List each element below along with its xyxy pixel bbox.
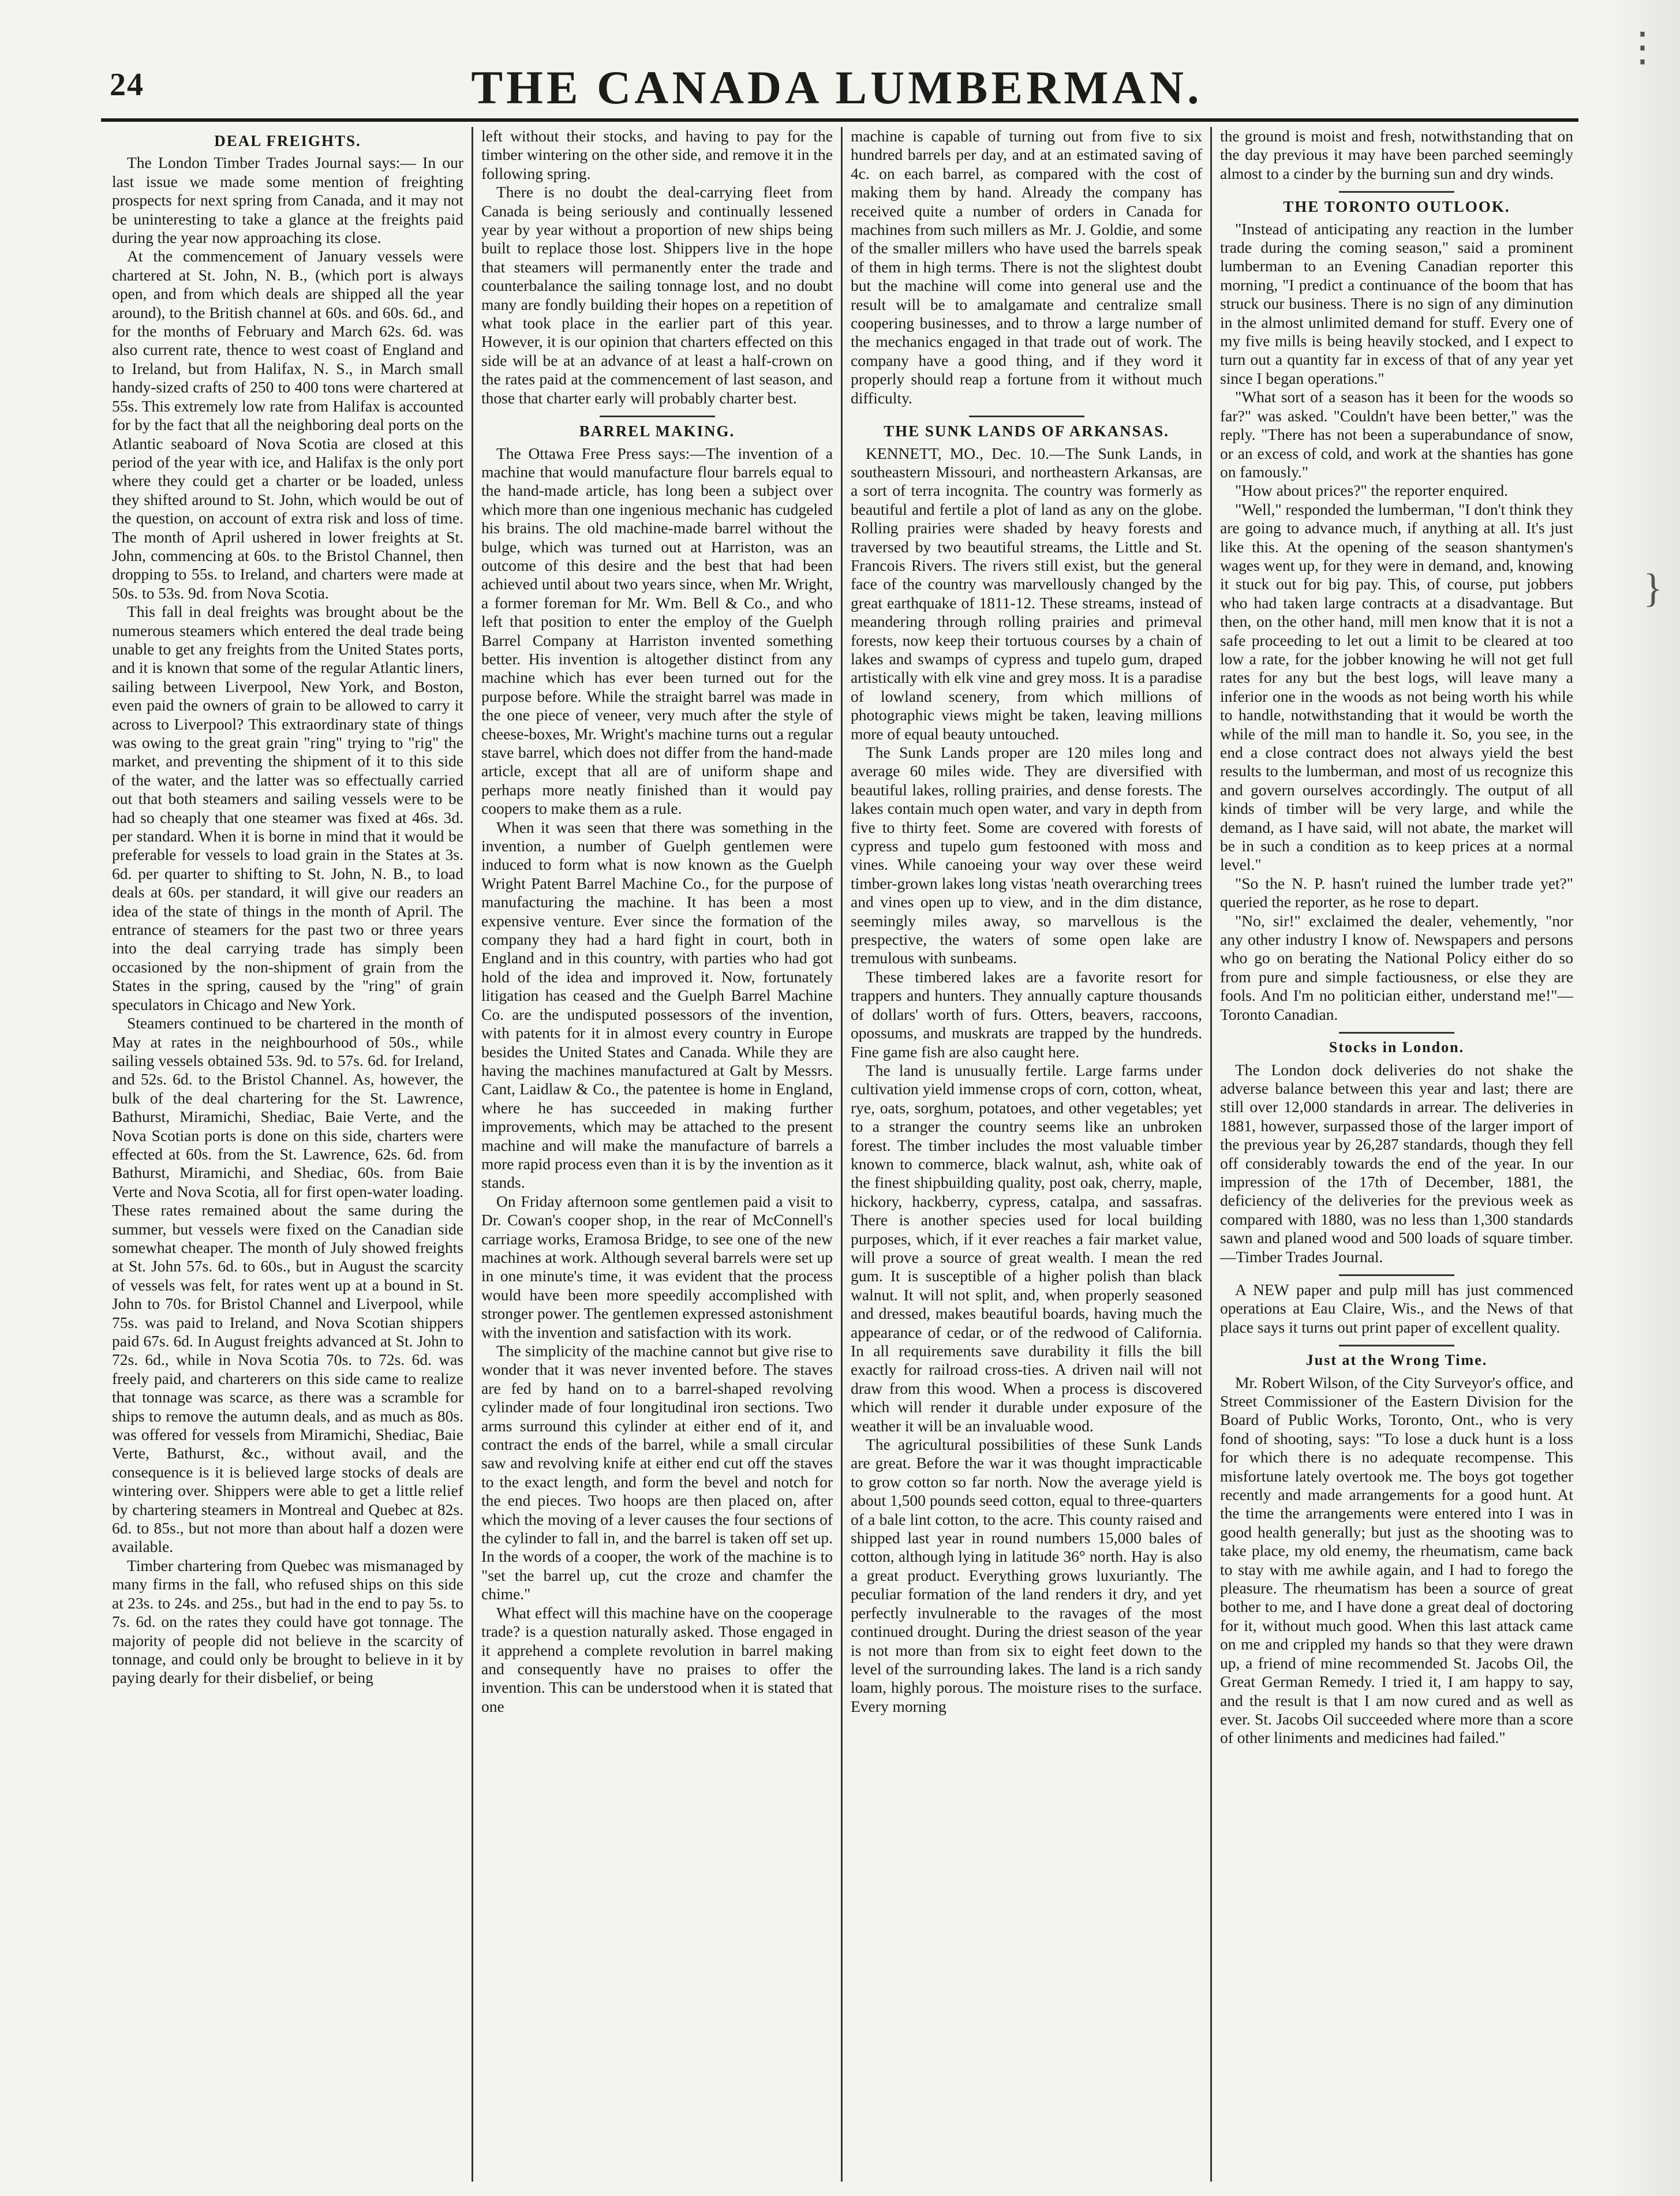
article-paragraph: the ground is moist and fresh, notwithstanding that on the day previous it may have been parched seemingly almost to a cinder by the burning sun and dry winds. (1220, 127, 1573, 182)
section-divider (1339, 191, 1454, 193)
section-divider (1339, 1032, 1454, 1034)
article-paragraph: These timbered lakes are a favorite resort for trappers and hunters. They annually capture thousands of dollars' worth of furs. Otters, beavers, raccoons, opossums, and muskrats are trapped by the hundreds. Fine game fish are also caught here. (851, 967, 1202, 1061)
article-headline: Stocks in London. (1329, 1039, 1465, 1056)
section-divider (600, 416, 715, 417)
article-paragraph: At the commencement of January vessels were chartered at St. John, N. B., (which port is always open, and from which deals are shipped all the year around), to the British channel at 60s. and 60s. 6d., and for the months of February and March 62s. 6d. was also current rate, thence to west coast of England and to Ireland, but from Halifax, N. S., in March small handy-sized crafts of 250 to 400 tons were chartered at 55s. This extremely low rate from Halifax is accounted for by the fact that all the neighboring deal ports on the Atlantic seaboard of Nova Scotia are closed at this period of the year with ice, and Halifax is the only port where they could get a charter or be loaded, unless they shifted around to St. John, which would be out of the question, on account of extra risk and loss of time. The month of April ushered in lower freights at St. John, commencing at 60s. to the Bristol Channel, then dropping to 55s. to Ireland, and charters were made at 50s. to 53s. 9d. from Nova Scotia. (112, 247, 463, 602)
article-paragraph: When it was seen that there was something in the invention, a number of Guelph gentlemen were induced to form what is now known as the Guelph Wright Patent Barrel Machine Co., for the purpose of manufacturing the machine. It has been a most expensive venture. Ever since the formation of the company they had a hard fight in court, both in England and in this country, with parties who had got hold of the idea and improved it. Now, fortunately litigation has ceased and the Guelph Barrel Machine Co. are the undisputed possessors of the invention, with patents for it in almost every country in Europe besides the United States and Canada. While they are having the machines manufactured at Galt by Messrs. Cant, Laidlaw & Co., the patentee is home in England, where he has succeeded in making further improvements, which may be attached to the present machine and will make the manufacture of barrels a more rapid process even than it is by the invention as it stands. (481, 818, 833, 1192)
section-divider (1339, 1345, 1454, 1346)
article-paragraph: On Friday afternoon some gentlemen paid a visit to Dr. Cowan's cooper shop, in the rear of McConnell's carriage works, Eramosa Bridge, to see one of the new machines at work. Although several barrels were set up in one minute's time, it was evident that the process would have been more speedily accomplished with stronger power. The gentlemen expressed astonishment with the invention and satisfaction with its work. (481, 1192, 833, 1341)
column-3 (843, 127, 1212, 2182)
article-headline: BARREL MAKING. (579, 422, 735, 440)
article-paragraph: What effect will this machine have on the cooperage trade? is a question naturally asked. Those engaged in it apprehend a complete revolution in barrel making and consequently have no praises to offer the invention. This can be understood when it is stated that one (481, 1603, 833, 1715)
article-columns (104, 127, 1581, 2182)
page-number: 24 (110, 67, 144, 103)
article-headline: DEAL FREIGHTS. (214, 132, 361, 149)
article-paragraph: KENNETT, MO., Dec. 10.—The Sunk Lands, in southeastern Missouri, and northeastern Arkansas, are a sort of terra incognita. The country was formerly as beautiful and fertile a plot of land as any on the globe. Rolling prairies were shaded by heavy forests and traversed by two beautiful streams, the Little and St. Francois Rivers. The rivers still exist, but the general face of the country was marvellously changed by the great earthquake of 1811-12. These streams, instead of meandering through rolling prairies and primeval forests, now keep their tortuous courses by a chain of lakes and swamps of cypress and tupelo gum, draped artistically with elk vine and grey moss. It is a paradise of lowland scenery, from which millions of photographic views might be taken, leaving millions more of equal beauty untouched. (851, 444, 1202, 743)
article-paragraph: This fall in deal freights was brought about be the numerous steamers which entered the deal trade being unable to get any freights from the United States ports, and it is known that some of the regular Atlantic liners, sailing between Liverpool, New York, and Boston, even paid the owners of grain to be allowed to carry it across to Liverpool? This extraordinary state of things was owing to the great grain "ring" trying to "rig" the market, and preventing the shipment of it to this side of the water, and the latter was so effectually carried out that both steamers and sailing vessels were to be had so cheaply that one steamer was fixed at 46s. 3d. per standard. When it is borne in mind that it would be preferable for vessels to load grain in the States at 3s. 6d. per quarter to shifting to St. John, N. B., to load deals at 60s. per standard, it will give our readers an idea of the state of things in the month of April. The entrance of steamers for the past two or three years into the deal carrying trade has simply been occasioned by the non-shipment of grain from the States in the spring, caused by the "ring" of grain speculators in Chicago and New York. (112, 603, 463, 1013)
article-paragraph: "No, sir!" exclaimed the dealer, vehemently, "nor any other industry I know of. Newspapers and persons who go on berating the National Policy either do so from pure and simple factiousness, or else they are fools. And I'm no politician either, understand me!"—Toronto Canadian. (1220, 911, 1573, 1023)
article-paragraph: The London dock deliveries do not shake the adverse balance between this year and last; there are still over 12,000 standards in arrear. The deliveries in 1881, however, surpassed those of the larger import of the previous year by 26,287 standards, though they fell off considerably towards the end of the year. In our impression of the 17th of December, 1881, the deficiency of the deliveries for the previous week as compared with 1880, was no less than 1,300 standards sawn and planed wood and 500 loads of square timber.—Timber Trades Journal. (1220, 1060, 1573, 1266)
column-1 (104, 127, 473, 2182)
masthead (87, 61, 1587, 118)
article-paragraph: A NEW paper and pulp mill has just commenced operations at Eau Claire, Wis., and the News of that place says it turns out print paper of excellent quality. (1220, 1280, 1573, 1336)
article-paragraph: "So the N. P. hasn't ruined the lumber trade yet?" queried the reporter, as he rose to depart. (1220, 874, 1573, 911)
article-paragraph: Timber chartering from Quebec was mismanaged by many firms in the fall, who refused ships on this side at 23s. to 24s. and 25s., but had in the end to pay 5s. to 7s. 6d. on the rates they could have got tonnage. The majority of people did not believe in the scarcity of tonnage, and could only be brought to believe in it by paying dearly for their disbelief, or being (112, 1556, 463, 1687)
article-headline: THE TORONTO OUTLOOK. (1283, 198, 1510, 216)
article-paragraph: "What sort of a season has it been for the woods so far?" was asked. "Couldn't have been better," was the reply. "There has not been a superabundance of snow, or an excess of cold, and work at the shanties has gone on famously." (1220, 388, 1573, 481)
article-paragraph: There is no doubt the deal-carrying fleet from Canada is being seriously and continually lessened year by year without a proportion of new ships being built to replace those lost. Shippers live in the hope that steamers will permanently enter the trade and counterbalance the sailing tonnage lost, and no doubt many are fondly building their hopes on a repetition of what took place in the earlier part of this year. However, it is our opinion that charters effected on this side will be at an advance of at least a half-crown on the rates paid at the commencement of last season, and those that charter early will probably charter best. (481, 183, 833, 407)
article-paragraph: "Instead of anticipating any reaction in the lumber trade during the coming season," said a prominent lumberman to an Evening Canadian reporter this morning, "I predict a continuance of the boom that has struck our business. There is no sign of any diminution in the almost unlimited demand for stuff. Every one of my five mills is being heavily stocked, and I expect to turn out a quantity far in excess of that of any year yet since I began operations." (1220, 219, 1573, 387)
masthead-rule (101, 118, 1578, 122)
article-paragraph: The agricultural possibilities of these Sunk Lands are great. Before the war it was thought impracticable to grow cotton so far north. Now the average yield is about 1,500 pounds seed cotton, equal to three-quarters of a bale lint cotton, to the acre. This county raised and shipped last year in round numbers 15,000 bales of cotton, although lying in latitude 36° north. Hay is also a great product. Everything grows luxuriantly. The peculiar formation of the land renders it dry, and yet perfectly invulnerable to the ravages of the most continued drought. During the driest season of the year is not more than from six to eight feet down to the level of the surrounding lakes. The land is a rich sandy loam, highly porous. The moisture rises to the surface. Every morning (851, 1435, 1202, 1715)
scan-artifact-icon: } (1643, 566, 1663, 611)
scan-edge (1611, 0, 1680, 2196)
article-paragraph: left without their stocks, and having to pay for the timber wintering on the other side, and remove it in the following spring. (481, 127, 833, 182)
article-headline: Just at the Wrong Time. (1305, 1352, 1488, 1369)
article-paragraph: The Ottawa Free Press says:—The invention of a machine that would manufacture flour barrels equal to the hand-made article, has long been a subject over which more than one ingenious mechanic has cudgeled his brains. The old machine-made barrel without the bulge, which was turned out at Harriston, was an outcome of this desire and the best that had been achieved until about two years since, when Mr. Wright, a former foreman for Mr. Wm. Bell & Co., and who left that position to enter the employ of the Guelph Barrel Company at Harriston invented something better. His invention is altogether distinct from any machine which has ever been turned out for the purpose before. While the straight barrel was made in the one piece of veneer, very much after the style of cheese-boxes, Mr. Wright's machine turns out a regular stave barrel, which does not differ from the hand-made article, except that all are of uniform shape and perhaps more neatly finished than it would pay coopers to make them as a rule. (481, 444, 833, 818)
article-paragraph: The London Timber Trades Journal says:— In our last issue we made some mention of freighting prospects for next spring from Canada, and it may not be uninteresting to take a glance at the freights paid during the year now approaching its close. (112, 154, 463, 247)
article-paragraph: machine is capable of turning out from five to six hundred barrels per day, and at an estimated saving of 4c. on each barrel, as compared with the cost of making them by hand. Already the company has received quite a number of orders in Canada for machines from such millers as Mr. J. Goldie, and some of the smaller millers who have used the barrels speak of them in high terms. There is not the slightest doubt but the machine will come into general use and the result will be to amalgamate and centralize small coopering businesses, and to throw a large number of the mechanics engaged in that trade out of work. The company have a good thing, and if they word it properly should reap a fortune from it without much difficulty. (851, 127, 1202, 407)
article-paragraph: "How about prices?" the reporter enquired. (1235, 481, 1508, 500)
newspaper-title: THE CANADA LUMBERMAN. (471, 61, 1203, 114)
article-paragraph: Mr. Robert Wilson, of the City Surveyor's office, and Street Commissioner of the Eastern Division for the Board of Public Works, Toronto, Ont., who is very fond of shooting, says: "To lose a duck hunt is a loss for which there is no adequate recompense. This misfortune lately overtook me. The boys got together recently and made arrangements for a good hunt. At the time the arrangements were entered into I was in good health generally; but just as the shooting was to take place, my old enemy, the rheumatism, came back to stay with me awhile again, and I had to forego the pleasure. The rheumatism has been a source of great bother to me, and I have done a great deal of doctoring for it, without much good. When this last attack came on me and crippled my hands so that they were drawn up, a friend of mine recommended St. Jacobs Oil, the Great German Remedy. I tried it, I am happy to say, and the result is that I am now cured and as well as ever. St. Jacobs Oil succeeded where more than a score of other liniments and medicines had failed." (1220, 1373, 1573, 1747)
article-paragraph: The simplicity of the machine cannot but give rise to wonder that it was never invented before. The staves are fed by hand on to a barrel-shaped revolving cylinder made of four longitudinal iron sections. Two arms surround this cylinder at either end of it, and contract the ends of the barrel, while a small circular saw and revolving knife at either end cut off the staves to the exact length, and form the bevel and notch for the end pieces. Two hoops are then placed on, after which the moving of a lever causes the four sections of the cylinder to fall in, and the barrel is taken off set up. In the words of a cooper, the work of the machine is to "set the barrel up, cut the croze and chamfer the chime." (481, 1342, 833, 1603)
article-paragraph: Steamers continued to be chartered in the month of May at rates in the neighbourhood of 50s., while sailing vessels obtained 53s. 9d. to 57s. 6d. for Ireland, and 52s. 6d. to the Bristol Channel. As, however, the bulk of the deal chartering for the St. Lawrence, Bathurst, Miramichi, Shediac, Baie Verte, and the Nova Scotian ports is done on this side, charters were effected at 60s. from the St. Lawrence, 62s. 6d. from Bathurst, Miramichi, and Shediac, 60s. from Baie Verte and Nova Scotia, all for first open-water loading. These rates remained about the same during the summer, but vessels were fixed on the Canadian side somewhat cheaper. The month of July showed freights at St. John 57s. 6d. to 60s., but in August the scarcity of vessels was felt, for rates went up at a bound in St. John to 70s. for Bristol Channel and Liverpool, while 75s. was paid to Ireland, and Nova Scotian shippers paid 67s. 6d. In August freights advanced at St. John to 72s. 6d., while in Nova Scotia 70s. to 72s. 6d. was freely paid, and charterers on this side came to realize that tonnage was scarce, as there was a scramble for ships to remove the autumn deals, and as much as 80s. was offered for vessels from Miramichi, Shediac, Baie Verte, Bathurst, &c., without avail, and the consequence is it is believed large stocks of deals are wintering over. Shippers were able to get a little relief by chartering steamers in Montreal and Quebec at 82s. 6d. to 85s., but not more than about half a dozen were available. (112, 1014, 463, 1556)
article-paragraph: The Sunk Lands proper are 120 miles long and average 60 miles wide. They are diversified with beautiful lakes, rolling prairies, and dense forests. The lakes contain much open water, and vary in depth from five to thirty feet. Some are covered with forests of cypress and tupelo gum festooned with moss and vines. While canoeing your way over these weird timber-grown lakes long vistas 'neath overarching trees and vines open up to view, and in the dim distance, seemingly miles away, so marvellous is the prespective, the waters of some open lake are tremulous with sunbeams. (851, 743, 1202, 967)
article-headline: THE SUNK LANDS OF ARKANSAS. (884, 422, 1169, 440)
article-paragraph: "Well," responded the lumberman, "I don't think they are going to advance much, if anything at all. It's just like this. At the opening of the season shantymen's wages went up, for they were in demand, and, knowing it stuck out for big pay. This, of course, put jobbers who had taken large contracts at a disadvantage. But then, on the other hand, mill men know that it is not a safe proceeding to let out a limit to be cleared at too low a rate, for the jobber knowing he will not get full rates for any but the best logs, will leave many a inferior one in the woods as not being worth his while to handle, notwithstanding that it would be worth the while of the mill man to handle it. So, you see, in the end a close contract does not always yield the best results to the lumberman, and most of us recognize this and govern ourselves accordingly. The output of all kinds of timber will be very large, and while the demand, as I have said, will not abate, the market will be in such a condition as to keep prices at a normal level." (1220, 500, 1573, 874)
column-4 (1212, 127, 1581, 2182)
scan-artifact-icon: ⋮ (1622, 25, 1663, 70)
article-paragraph: The land is unusually fertile. Large farms under cultivation yield immense crops of corn, cotton, wheat, rye, oats, sorghum, potatoes, and other vegetables; yet to a stranger the country seems like an unbroken forest. The timber includes the most valuable timber known to commerce, black walnut, ash, white oak of the finest shipbuilding quality, post oak, cherry, maple, hickory, hackberry, cypress, catalpa, and sassafras. There is another species used for local building purposes, which, if it ever reaches a fair market value, will prove a source of great wealth. I mean the red gum. It is susceptible of a higher polish than black walnut. It will not split, and, when properly seasoned and dressed, makes beautiful boards, having much the appearance of cedar, or of the redwood of California. In all requirements save durability it fills the bill exactly for railroad cross-ties. A driven nail will not draw from this wood. When a process is discovered which will render it durable under exposure of the weather it will be an invaluable wood. (851, 1061, 1202, 1435)
section-divider (1339, 1274, 1454, 1276)
column-2 (473, 127, 843, 2182)
section-divider (969, 416, 1084, 417)
